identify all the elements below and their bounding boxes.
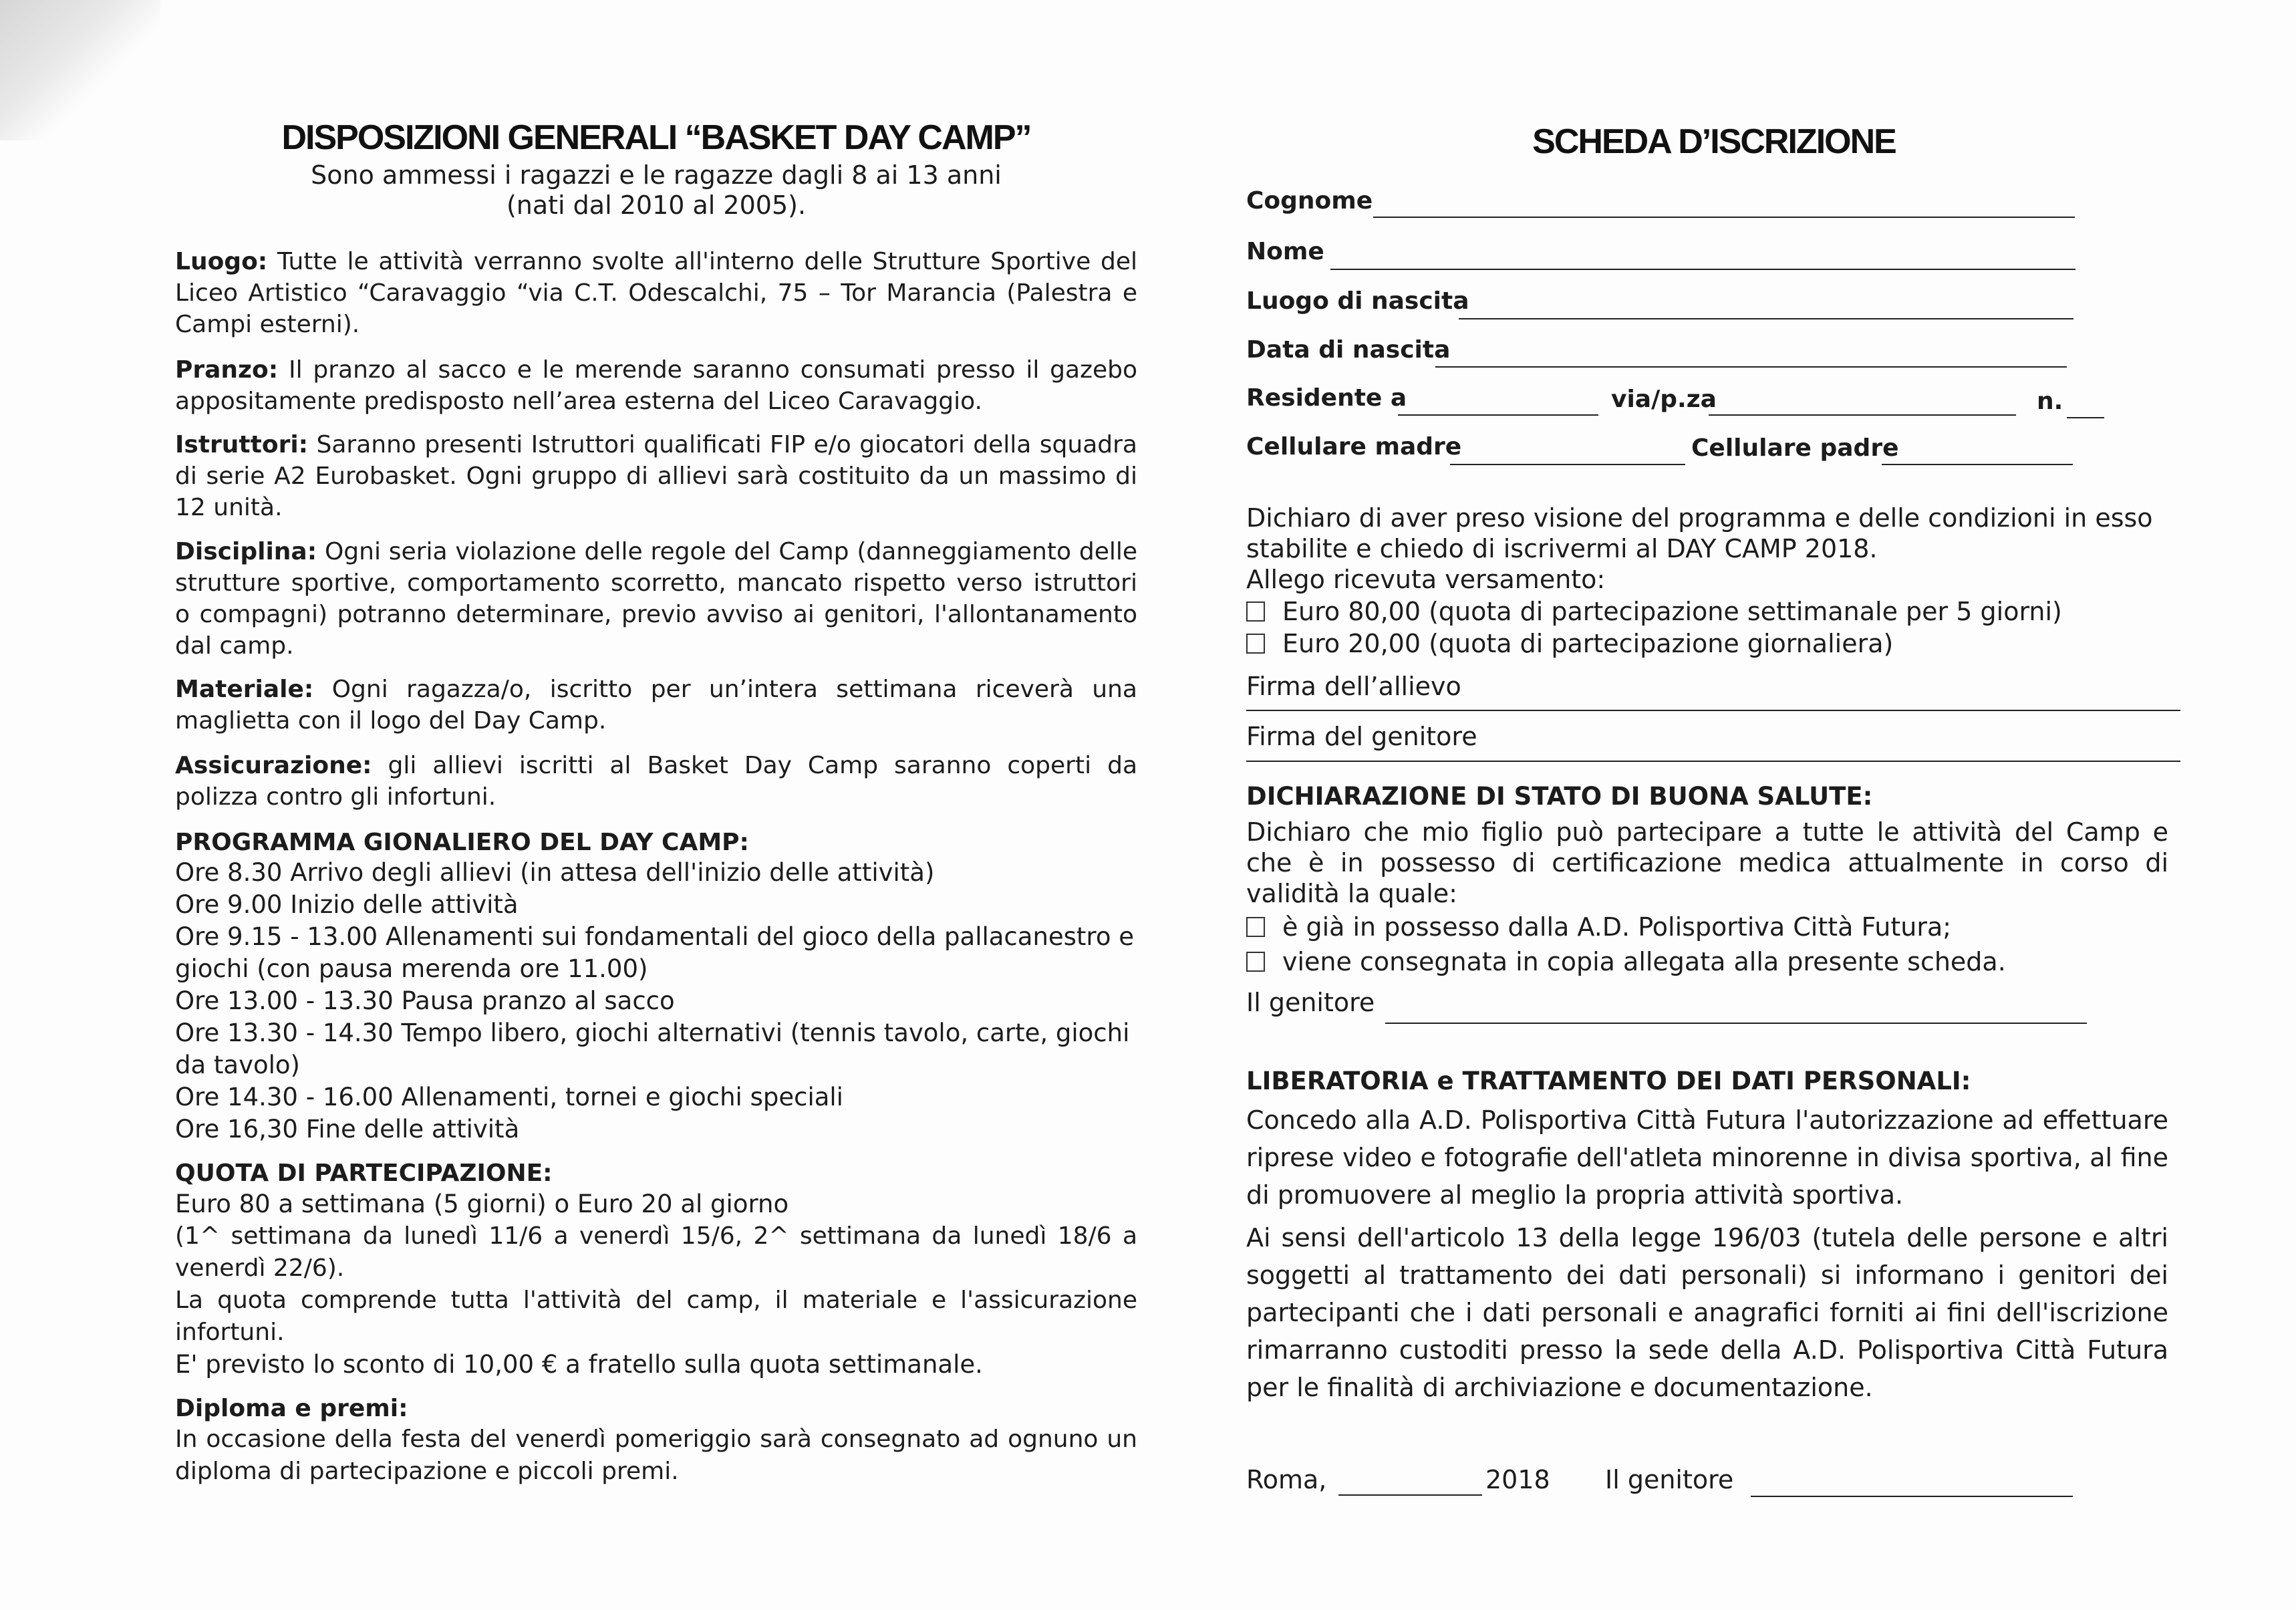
street-label: via/p.za (1611, 386, 1717, 413)
birthdate-field[interactable] (1435, 366, 2067, 368)
health-parent-signature-field[interactable] (1385, 1023, 2087, 1024)
health-already-label: è già in possesso dalla A.D. Polisportiva Città Futura; (1282, 912, 1952, 942)
section-pranzo (175, 354, 1137, 417)
parent-signature-label: Firma del genitore (1246, 722, 1477, 751)
health-heading: DICHIARAZIONE DI STATO DI BUONA SALUTE: (1246, 782, 1873, 811)
privacy-consent-text: Concedo alla A.D. Polisportiva Città Futura l'autorizzazione ad effettuare riprese video e fotografie dell'atleta minorenne in divisa sportiva, al fine di promuovere al meglio la propria attività sportiva. (1246, 1105, 2168, 1210)
residence-label: Residente a (1246, 384, 1407, 412)
date-field[interactable] (1338, 1494, 1482, 1496)
section-text: Ogni ragazza/o, iscritto per un’intera settimana riceverà una maglietta con il logo del Day Camp. (175, 676, 1137, 734)
health-text: Dichiaro che mio figlio può partecipare a tutte le attività del Camp e che è in possesso di certificazione medica attualmente in corso di validità la quale: (1246, 817, 2168, 908)
section-text: Il pranzo al sacco e le merende saranno consumati presso il gazebo appositamente predisposto nell’area esterna del Liceo Caravaggio. (175, 356, 1137, 415)
diploma-heading: Diploma e premi: (175, 1395, 408, 1422)
fee-discount: E' previsto lo sconto di 10,00 € a fratello sulla quota settimanale. (175, 1350, 983, 1379)
weekly-fee-option[interactable] (1246, 596, 2062, 627)
father-phone-field[interactable] (1882, 464, 2073, 465)
health-option-attached[interactable] (1246, 946, 2006, 977)
name-field[interactable] (1330, 269, 2075, 270)
birthplace-label: Luogo di nascita (1246, 287, 1469, 315)
health-attached-checkbox[interactable] (1246, 952, 1265, 972)
fee-includes: La quota comprende tutta l'attività del camp, il materiale e l'assicurazione infortuni. (175, 1287, 1137, 1346)
section-disciplina (175, 536, 1137, 662)
program-line: Ore 16,30 Fine delle attività (175, 1115, 520, 1144)
section-label: Luogo: (175, 248, 268, 275)
registration-title: SCHEDA D’ISCRIZIONE (1532, 122, 1896, 161)
program-line: Ore 8.30 Arrivo degli allievi (in attesa dell'inizio delle attività) (175, 858, 935, 887)
father-phone-label: Cellulare padre (1691, 434, 1899, 462)
section-text: gli allievi iscritti al Basket Day Camp saranno coperti da polizza contro gli infortuni. (175, 752, 1137, 811)
parent-signature-field[interactable] (1246, 761, 2180, 762)
section-text: Ogni seria violazione delle regole del Camp (danneggiamento delle strutture sportive, comportamento scorretto, mancato rispetto verso istruttori o compagni) potranno determinare, previo avviso ai genitori, l'allontanamento dal camp. (175, 538, 1137, 660)
health-attached-label: viene consegnata in copia allegata alla presente scheda. (1282, 947, 2006, 976)
house-number-field[interactable] (2067, 417, 2104, 418)
declaration-line-2: stabilite e chiedo di iscrivermi al DAY CAMP 2018. (1246, 534, 1878, 563)
general-provisions-title: DISPOSIZIONI GENERALI “BASKET DAY CAMP” (281, 118, 1031, 157)
fee-heading: QUOTA DI PARTECIPAZIONE: (175, 1160, 553, 1187)
street-field[interactable] (1709, 414, 2016, 416)
privacy-heading: LIBERATORIA e TRATTAMENTO DEI DATI PERSONALI: (1246, 1067, 1971, 1095)
section-label: Pranzo: (175, 356, 279, 384)
mother-phone-label: Cellulare madre (1246, 433, 1462, 460)
section-label: Disciplina: (175, 538, 317, 565)
health-option-already[interactable] (1246, 912, 1951, 942)
admission-ages: Sono ammessi i ragazzi e le ragazze dagli 8 ai 13 anni (311, 160, 1002, 190)
surname-label: Cognome (1246, 187, 1373, 215)
house-number-label: n. (2037, 388, 2063, 415)
program-line: Ore 9.15 - 13.00 Allenamenti sui fondamentali del gioco della pallacanestro e giochi (con pausa merenda ore 11.00) (175, 922, 1134, 983)
payment-receipt-label: Allego ricevuta versamento: (1246, 565, 1606, 594)
program-line: Ore 14.30 - 16.00 Allenamenti, tornei e giochi speciali (175, 1083, 843, 1111)
student-signature-label: Firma dell’allievo (1246, 672, 1461, 701)
fee-weeks: (1^ settimana da lunedì 11/6 a venerdì 15/6, 2^ settimana da lunedì 18/6 a venerdì 22/6). (175, 1222, 1137, 1282)
program-line: Ore 13.00 - 13.30 Pausa pranzo al sacco (175, 986, 675, 1015)
section-luogo (175, 246, 1137, 340)
section-assicurazione (175, 750, 1137, 813)
diploma-text: In occasione della festa del venerdì pomeriggio sarà consegnato ad ognuno un diploma di partecipazione e piccoli premi. (175, 1426, 1137, 1485)
final-parent-signature-field[interactable] (1751, 1496, 2073, 1497)
weekly-fee-checkbox[interactable] (1246, 601, 1265, 622)
section-label: Assicurazione: (175, 752, 372, 779)
weekly-fee-label: Euro 80,00 (quota di partecipazione settimanale per 5 giorni) (1282, 597, 2062, 626)
birth-years: (nati dal 2010 al 2005). (506, 190, 807, 220)
name-label: Nome (1246, 238, 1324, 265)
daily-fee-label: Euro 20,00 (quota di partecipazione giornaliera) (1282, 629, 1894, 658)
section-label: Istruttori: (175, 431, 309, 458)
birthdate-label: Data di nascita (1246, 336, 1451, 364)
program-heading: PROGRAMMA GIONALIERO DEL DAY CAMP: (175, 829, 749, 856)
privacy-law-text: Ai sensi dell'articolo 13 della legge 196/03 (tutela delle persone e altri soggetti al trattamento dei dati personali) si informano i genitori dei partecipanti che i dati personali e anagrafici forniti ai fini dell'iscrizione rimarranno custoditi presso la sede della A.D. Polisportiva Città Futura per le finalità di archiviazione e documentazione. (1246, 1223, 2168, 1402)
program-line: Ore 13.30 - 14.30 Tempo libero, giochi alternativi (tennis tavolo, carte, giochi da tavolo) (175, 1019, 1130, 1079)
mother-phone-field[interactable] (1450, 464, 1685, 465)
section-istruttori (175, 429, 1137, 523)
section-materiale (175, 674, 1137, 736)
birthplace-field[interactable] (1459, 318, 2073, 319)
place-label: Roma, (1246, 1465, 1327, 1494)
section-text: Saranno presenti Istruttori qualificati FIP e/o giocatori della squadra di serie A2 Eurobasket. Ogni gruppo di allievi sarà costituito da un massimo di 12 unità. (175, 431, 1137, 521)
daily-fee-option[interactable] (1246, 628, 1893, 659)
student-signature-field[interactable] (1246, 710, 2180, 711)
section-text: Tutte le attività verranno svolte all'interno delle Strutture Sportive del Liceo Artistico “Caravaggio “via C.T. Odescalchi, 75 – Tor Marancia (Palestra e Campi esterni). (175, 248, 1137, 338)
section-label: Materiale: (175, 676, 314, 703)
fee-line: Euro 80 a settimana (5 giorni) o Euro 20 al giorno (175, 1190, 789, 1218)
page-corner-shadow (0, 0, 160, 140)
declaration-line-1: Dichiaro di aver preso visione del programma e delle condizioni in esso (1246, 503, 2153, 533)
health-already-checkbox[interactable] (1246, 917, 1265, 937)
residence-field[interactable] (1398, 414, 1598, 416)
year-label: 2018 (1485, 1465, 1550, 1494)
surname-field[interactable] (1373, 217, 2075, 218)
final-parent-label: Il genitore (1605, 1465, 1734, 1494)
health-parent-label: Il genitore (1246, 988, 1375, 1017)
program-line: Ore 9.00 Inizio delle attività (175, 890, 519, 919)
daily-fee-checkbox[interactable] (1246, 634, 1265, 654)
